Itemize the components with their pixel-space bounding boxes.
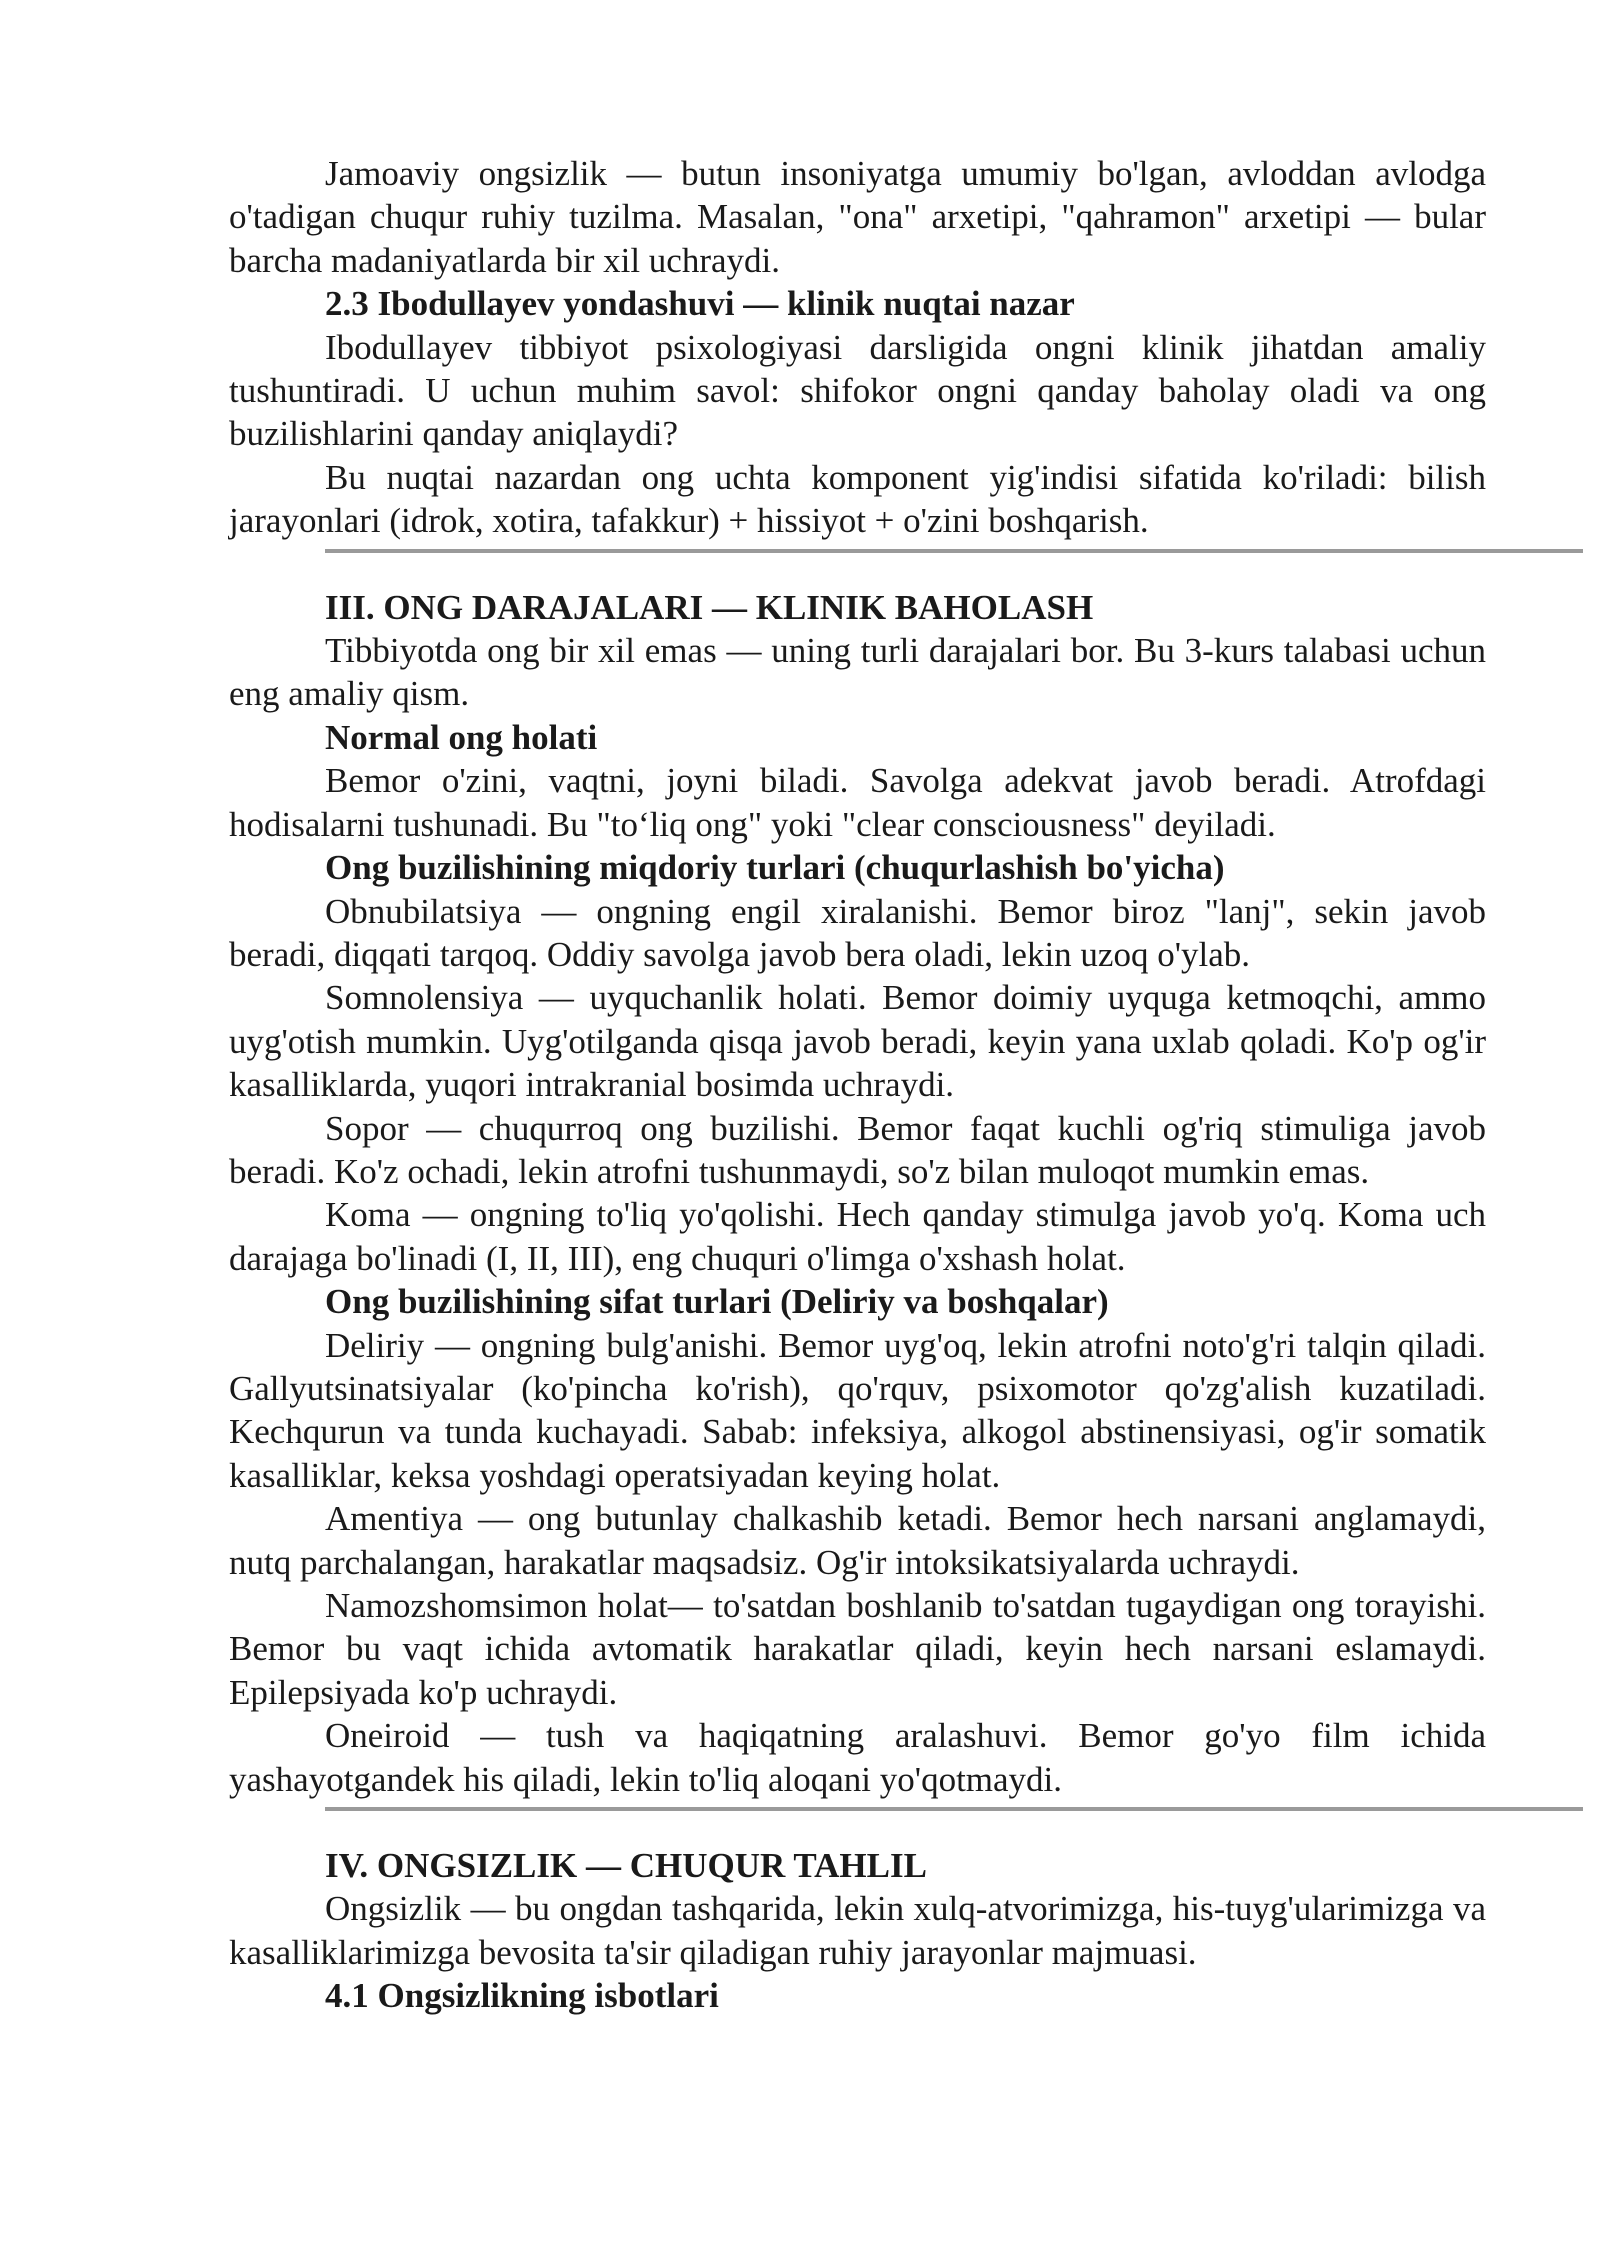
document-page bbox=[229, 152, 1486, 2018]
paragraph-somnolence: Somnolensiya — uyquchanlik holati. Bemor doimiy uyquga ketmoqchi, ammo uyg'otish mumkin. Uyg'otilganda qisqa javob beradi, keyin yana uxlab qoladi. Ko'p og'ir kasalliklarda, yuqori intrakranial bosimda uchraydi. bbox=[229, 978, 1486, 1105]
paragraph-three-components: Bu nuqtai nazardan ong uchta komponent yig'indisi sifatida ko'riladi: bilish jarayonlari (idrok, xotira, tafakkur) + hissiyot + o'zini boshqarish. bbox=[229, 457, 1486, 541]
heading-unconscious-evidence: 4.1 Ongsizlikning isbotlari bbox=[325, 1976, 719, 2016]
paragraph-sopor: Sopor — chuqurroq ong buzilishi. Bemor faqat kuchli og'riq stimuliga javob beradi. Ko'z ochadi, lekin atrofni tushunmaydi, so'z bilan muloqot mumkin emas. bbox=[229, 1108, 1486, 1191]
paragraph-normal-consciousness: Bemor o'zini, vaqtni, joyni biladi. Savolga adekvat javob beradi. Atrofdagi hodisalarni tushunadi. Bu "to‘liq ong" yoki "clear consciousness" deyiladi. bbox=[229, 761, 1486, 844]
heading-qualitative-types: Ong buzilishining sifat turlari (Deliriy va boshqalar) bbox=[325, 1282, 1109, 1322]
paragraph-obnubilation: Obnubilatsiya — ongning engil xiralanishi. Bemor biroz "lanj", sekin javob beradi, diqqati tarqoq. Oddiy savolga javob bera oladi, lekin uzoq o'ylab. bbox=[229, 891, 1486, 974]
paragraph-delirium: Deliriy — ongning bulg'anishi. Bemor uyg'oq, lekin atrofni noto'g'ri talqin qiladi. Gallyutsinatsiyalar (ko'pincha ko'rish), qo'rquv, psixomotor qo'zg'alish kuzatiladi. Kechqurun va tunda kuchayadi. Sabab: infeksiya, alkogol abstinensiyasi, og'ir somatik kasalliklar, keksa yoshdagi operatsiyadan keying holat. bbox=[229, 1325, 1486, 1495]
heading-ibodullayev-approach: 2.3 Ibodullayev yondashuvi — klinik nuqtai nazar bbox=[325, 284, 1075, 324]
heading-section-iii: III. ONG DARAJALARI — KLINIK BAHOLASH bbox=[325, 587, 1094, 627]
paragraph-amentia: Amentiya — ong butunlay chalkashib ketadi. Bemor hech narsani anglamaydi, nutq parchalangan, harakatlar maqsadsiz. Og'ir intoksikatsiyalarda uchraydi. bbox=[229, 1499, 1486, 1582]
heading-normal-consciousness: Normal ong holati bbox=[325, 717, 598, 757]
section-divider bbox=[325, 549, 1583, 553]
paragraph-unconscious-definition: Ongsizlik — bu ongdan tashqarida, lekin xulq-atvorimizga, his-tuyg'ularimizga va kasalliklarimizga bevosita ta'sir qiladigan ruhiy jarayonlar majmuasi. bbox=[229, 1889, 1486, 1972]
paragraph-collective-unconscious: Jamoaviy ongsizlik — butun insoniyatga umumiy bo'lgan, avloddan avlodga o'tadigan chuqur ruhiy tuzilma. Masalan, "ona" arxetipi, "qahramon" arxetipi — bular barcha madaniyatlarda bir xil uchraydi. bbox=[229, 154, 1486, 280]
paragraph-oneiroid: Oneiroid — tush va haqiqatning aralashuvi. Bemor go'yo film ichida yashayotgandek his qiladi, lekin to'liq aloqani yo'qotmaydi. bbox=[229, 1716, 1486, 1799]
heading-quantitative-types: Ong buzilishining miqdoriy turlari (chuqurlashish bo'yicha) bbox=[325, 848, 1225, 888]
paragraph-coma: Koma — ongning to'liq yo'qolishi. Hech qanday stimulga javob yo'q. Koma uch darajaga bo'linadi (I, II, III), eng chuquri o'limga o'xshash holat. bbox=[229, 1195, 1486, 1278]
paragraph-levels-intro: Tibbiyotda ong bir xil emas — uning turli darajalari bor. Bu 3-kurs talabasi uchun eng amaliy qism. bbox=[229, 631, 1486, 714]
heading-section-iv: IV. ONGSIZLIK — CHUQUR TAHLIL bbox=[325, 1846, 927, 1886]
paragraph-twilight-state: Namozshomsimon holat— to'satdan boshlanib to'satdan tugaydigan ong torayishi. Bemor bu vaqt ichida avtomatik harakatlar qiladi, keyin hech narsani eslamaydi. Epilepsiyada ko'p uchraydi. bbox=[229, 1586, 1486, 1712]
section-divider bbox=[325, 1807, 1583, 1811]
paragraph-ibodullayev-textbook: Ibodullayev tibbiyot psixologiyasi darsligida ongni klinik jihatdan amaliy tushuntiradi. U uchun muhim savol: shifokor ongni qanday baholay oladi va ong buzilishlarini qanday aniqlaydi? bbox=[229, 327, 1486, 454]
